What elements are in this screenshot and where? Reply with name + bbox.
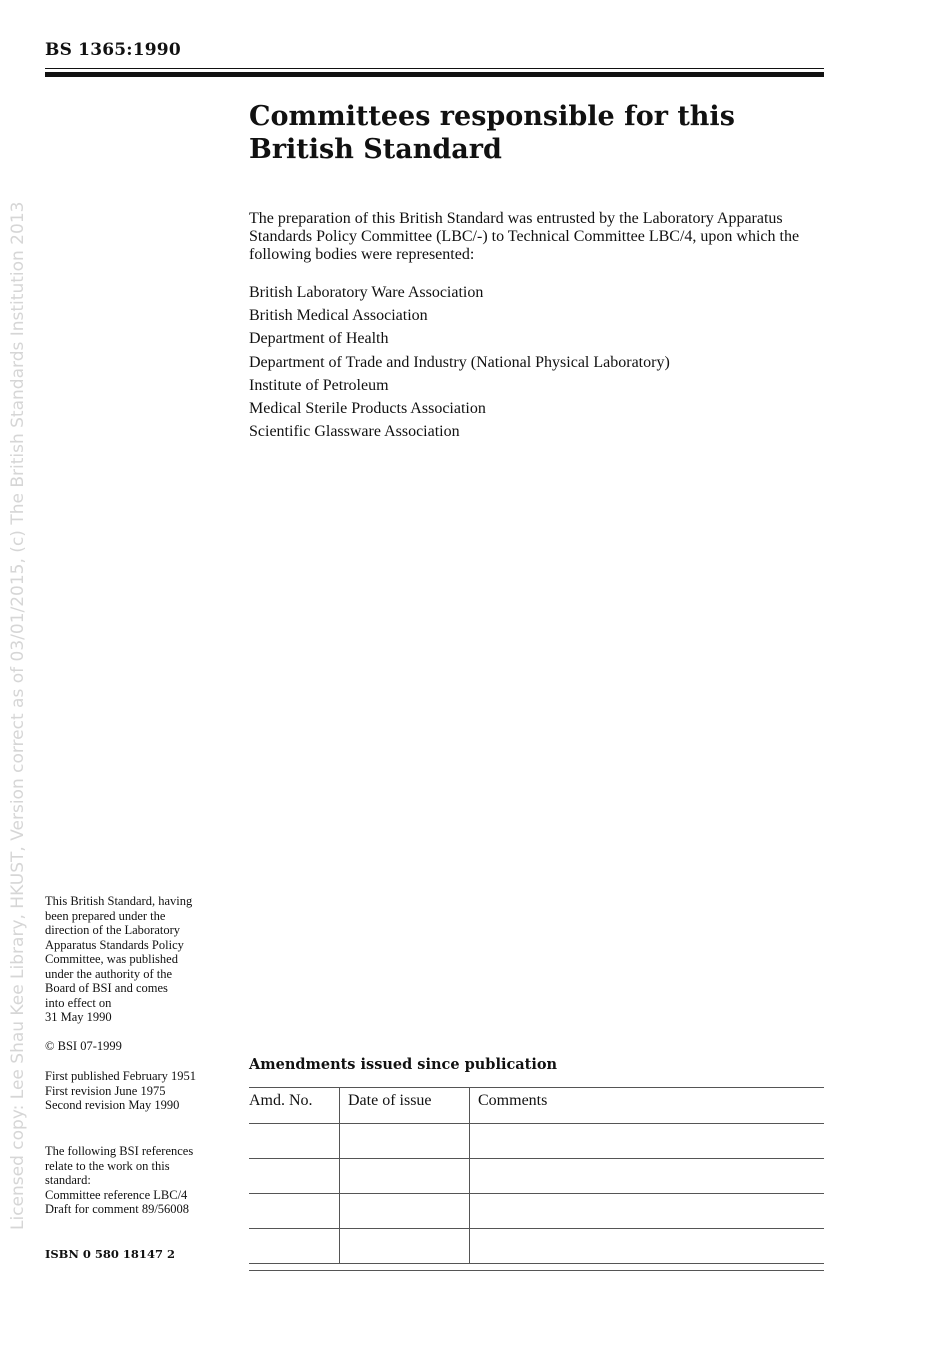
history-line: First revision June 1975 [45,1083,166,1098]
table-cell [340,1124,470,1159]
bsi-references [45,1144,235,1217]
publication-history [45,1069,235,1113]
page-title [249,100,809,166]
intro-paragraph: The preparation of this British Standard was entrusted by the Laboratory Apparatus Standards Policy Committee (LBC/-) to Technical Committee LBC/4, upon which the following bodies were represented: [249,210,800,263]
publication-note-line: 31 May 1990 [45,1010,112,1024]
table-cell [340,1229,470,1264]
table-row [249,1124,824,1159]
column-header-date-of-issue: Date of issue [340,1088,470,1124]
amendments-table [249,1087,824,1264]
reference-line: The following BSI references [45,1144,194,1158]
list-item: Department of Trade and Industry (National Physical Laboratory) [249,353,670,371]
license-watermark: Licensed copy: Lee Shau Kee Library, HKUST, Version correct as of 03/01/2015, (c) The British Standards Institution 2013 [8,201,28,1230]
list-item: British Medical Association [249,307,428,325]
publication-note-line: been prepared under the [45,908,166,923]
table-cell [249,1194,340,1229]
table-cell [470,1194,825,1229]
table-cell [340,1159,470,1194]
publication-note-line: into effect on [45,995,112,1010]
table-header-row [249,1088,824,1124]
publication-note-line: This British Standard, having [45,894,193,908]
column-header-amd-no: Amd. No. [249,1088,340,1124]
page-title-line-1: Committees responsible for this [249,101,735,132]
table-cell [249,1229,340,1264]
copyright-notice [45,1039,235,1054]
table-row [249,1159,824,1194]
footer-rule [249,1270,824,1271]
header-rule-thick [45,72,824,77]
list-item: Institute of Petroleum [249,376,389,394]
table-row [249,1194,824,1229]
history-line: Second revision May 1990 [45,1098,180,1112]
reference-line: Committee reference LBC/4 [45,1187,188,1202]
copyright-text: © BSI 07-1999 [45,1039,122,1053]
reference-line: relate to the work on this [45,1158,170,1173]
list-item: Scientific Glassware Association [249,423,460,441]
table-cell [249,1124,340,1159]
history-line: First published February 1951 [45,1069,197,1083]
reference-line: standard: [45,1173,91,1187]
table-row [249,1229,824,1264]
publication-note-line: Committee, was published [45,952,178,966]
table-cell [470,1229,825,1264]
publication-note-line: under the authority of the [45,966,173,981]
list-item: Department of Health [249,330,389,348]
publication-note [45,894,235,1025]
list-item: British Laboratory Ware Association [249,284,484,301]
isbn: ISBN 0 580 18147 2 [45,1247,175,1261]
header-rule-thin [45,68,824,69]
reference-line: Draft for comment 89/56008 [45,1202,190,1216]
page-title-line-2: British Standard [249,134,502,165]
publication-note-line: Apparatus Standards Policy [45,937,184,952]
amendments-heading: Amendments issued since publication [249,1056,558,1073]
list-item: Medical Sterile Products Association [249,400,486,418]
publication-note-line: direction of the Laboratory [45,923,181,937]
document-code: BS 1365:1990 [45,40,181,60]
table-cell [249,1159,340,1194]
table-cell [470,1124,825,1159]
publication-note-line: Board of BSI and comes [45,981,168,995]
table-cell [340,1194,470,1229]
represented-bodies-list [249,281,670,443]
column-header-comments: Comments [470,1088,825,1124]
table-cell [470,1159,825,1194]
